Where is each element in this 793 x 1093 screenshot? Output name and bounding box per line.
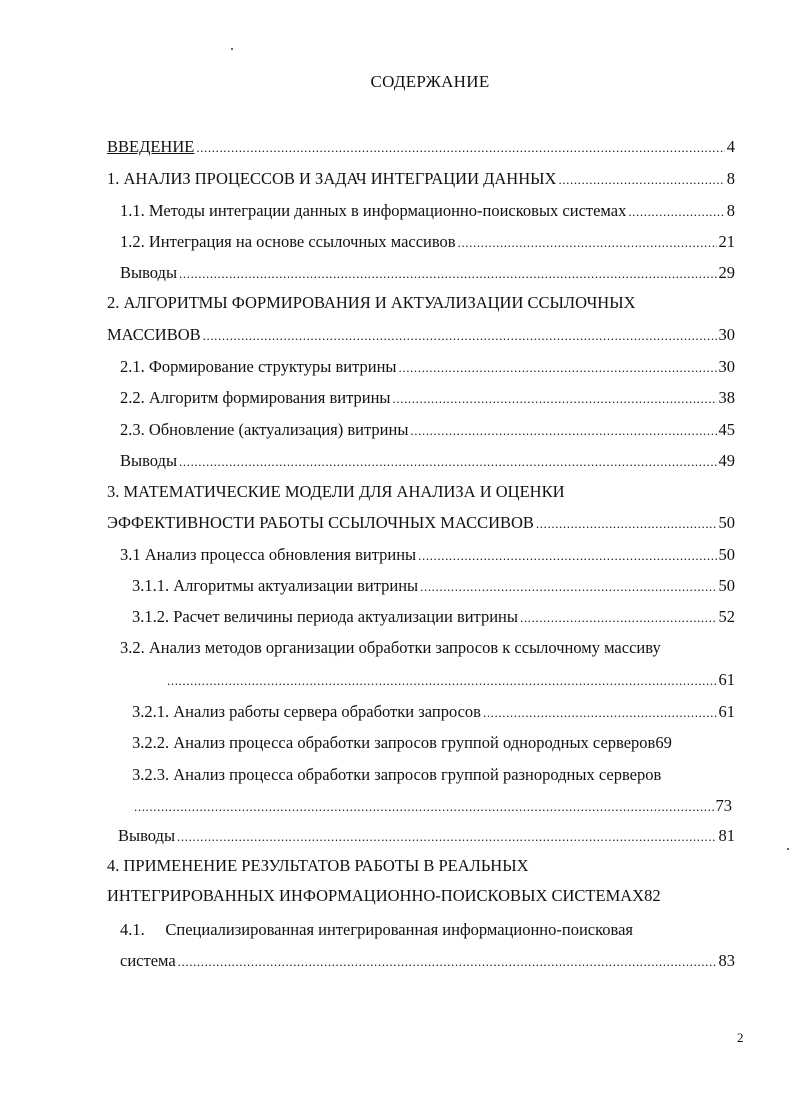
toc-entry-3-1-1: 3.1.1. Алгоритмы актуализации витрины ..... 50 [132, 576, 735, 597]
toc-entry-chapter-3-conclusions: Выводы ..... 81 [118, 826, 735, 847]
toc-entry-3-1: 3.1 Анализ процесса обновления витрины ..... 50 [120, 545, 735, 566]
toc-entry-4-1-line-1: 4.1. Специализированная интегрированная информационно-поисковая [120, 920, 634, 939]
toc-entry-3-2-3-line-2: ..... 73 [132, 796, 732, 817]
page-number: 2 [737, 1030, 744, 1045]
scan-speck [231, 48, 233, 50]
toc-entry-3-1-2: 3.1.2. Расчет величины периода актуализации витрины ..... 52 [132, 607, 735, 628]
toc-entry-chapter-2-conclusions: Выводы ..... 49 [120, 451, 735, 472]
toc-entry-3-2-line-1: 3.2. Анализ методов организации обработки запросов к ссылочному массиву [120, 638, 661, 657]
toc-entry-3-2-1: 3.2.1. Анализ работы сервера обработки запросов ..... 61 [132, 702, 735, 723]
toc-entry-chapter-4-line-2: ИНТЕГРИРОВАННЫХ ИНФОРМАЦИОННО-ПОИСКОВЫХ СИСТЕМАХ82 [107, 886, 661, 905]
toc-entry-3-2-line-2: ..... 61 [165, 670, 735, 691]
page-title: СОДЕРЖАНИЕ [370, 72, 490, 91]
toc-entry-2-3: 2.3. Обновление (актуализация) витрины ..... 45 [120, 420, 735, 441]
toc-entry-2-2: 2.2. Алгоритм формирования витрины ..... 38 [120, 388, 735, 409]
scan-speck [787, 848, 789, 850]
toc-entry-2-1: 2.1. Формирование структуры витрины ..... 30 [120, 357, 735, 378]
toc-entry-chapter-3-line-1: 3. МАТЕМАТИЧЕСКИЕ МОДЕЛИ ДЛЯ АНАЛИЗА И ОЦЕНКИ [107, 482, 565, 501]
toc-entry-chapter-4-line-1: 4. ПРИМЕНЕНИЕ РЕЗУЛЬТАТОВ РАБОТЫ В РЕАЛЬНЫХ [107, 856, 529, 875]
toc-entry-3-2-2: 3.2.2. Анализ процесса обработки запросов группой однородных серверов69 [132, 733, 672, 752]
toc-entry-chapter-1: 1. АНАЛИЗ ПРОЦЕССОВ И ЗАДАЧ ИНТЕГРАЦИИ ДАННЫХ ..... 8 [107, 169, 735, 190]
toc-entry-chapter-1-conclusions: Выводы ..... 29 [120, 263, 735, 284]
toc-entry-4-1-line-2: система ..... 83 [120, 951, 735, 972]
toc-entry-chapter-2-line-2: МАССИВОВ ..... 30 [107, 325, 735, 346]
toc-entry-chapter-3-line-2: ЭФФЕКТИВНОСТИ РАБОТЫ ССЫЛОЧНЫХ МАССИВОВ ..... 50 [107, 513, 735, 534]
toc-entry-1-1: 1.1. Методы интеграции данных в информационно-поисковых системах ..... 8 [120, 201, 735, 222]
toc-entry-1-2: 1.2. Интеграция на основе ссылочных массивов ..... 21 [120, 232, 735, 253]
toc-entry-chapter-2-line-1: 2. АЛГОРИТМЫ ФОРМИРОВАНИЯ И АКТУАЛИЗАЦИИ ССЫЛОЧНЫХ [107, 293, 636, 312]
toc-entry-3-2-3-line-1: 3.2.3. Анализ процесса обработки запросов группой разнородных серверов [132, 765, 662, 784]
toc-entry-intro: ВВЕДЕНИЕ ..... 4 [107, 137, 735, 158]
